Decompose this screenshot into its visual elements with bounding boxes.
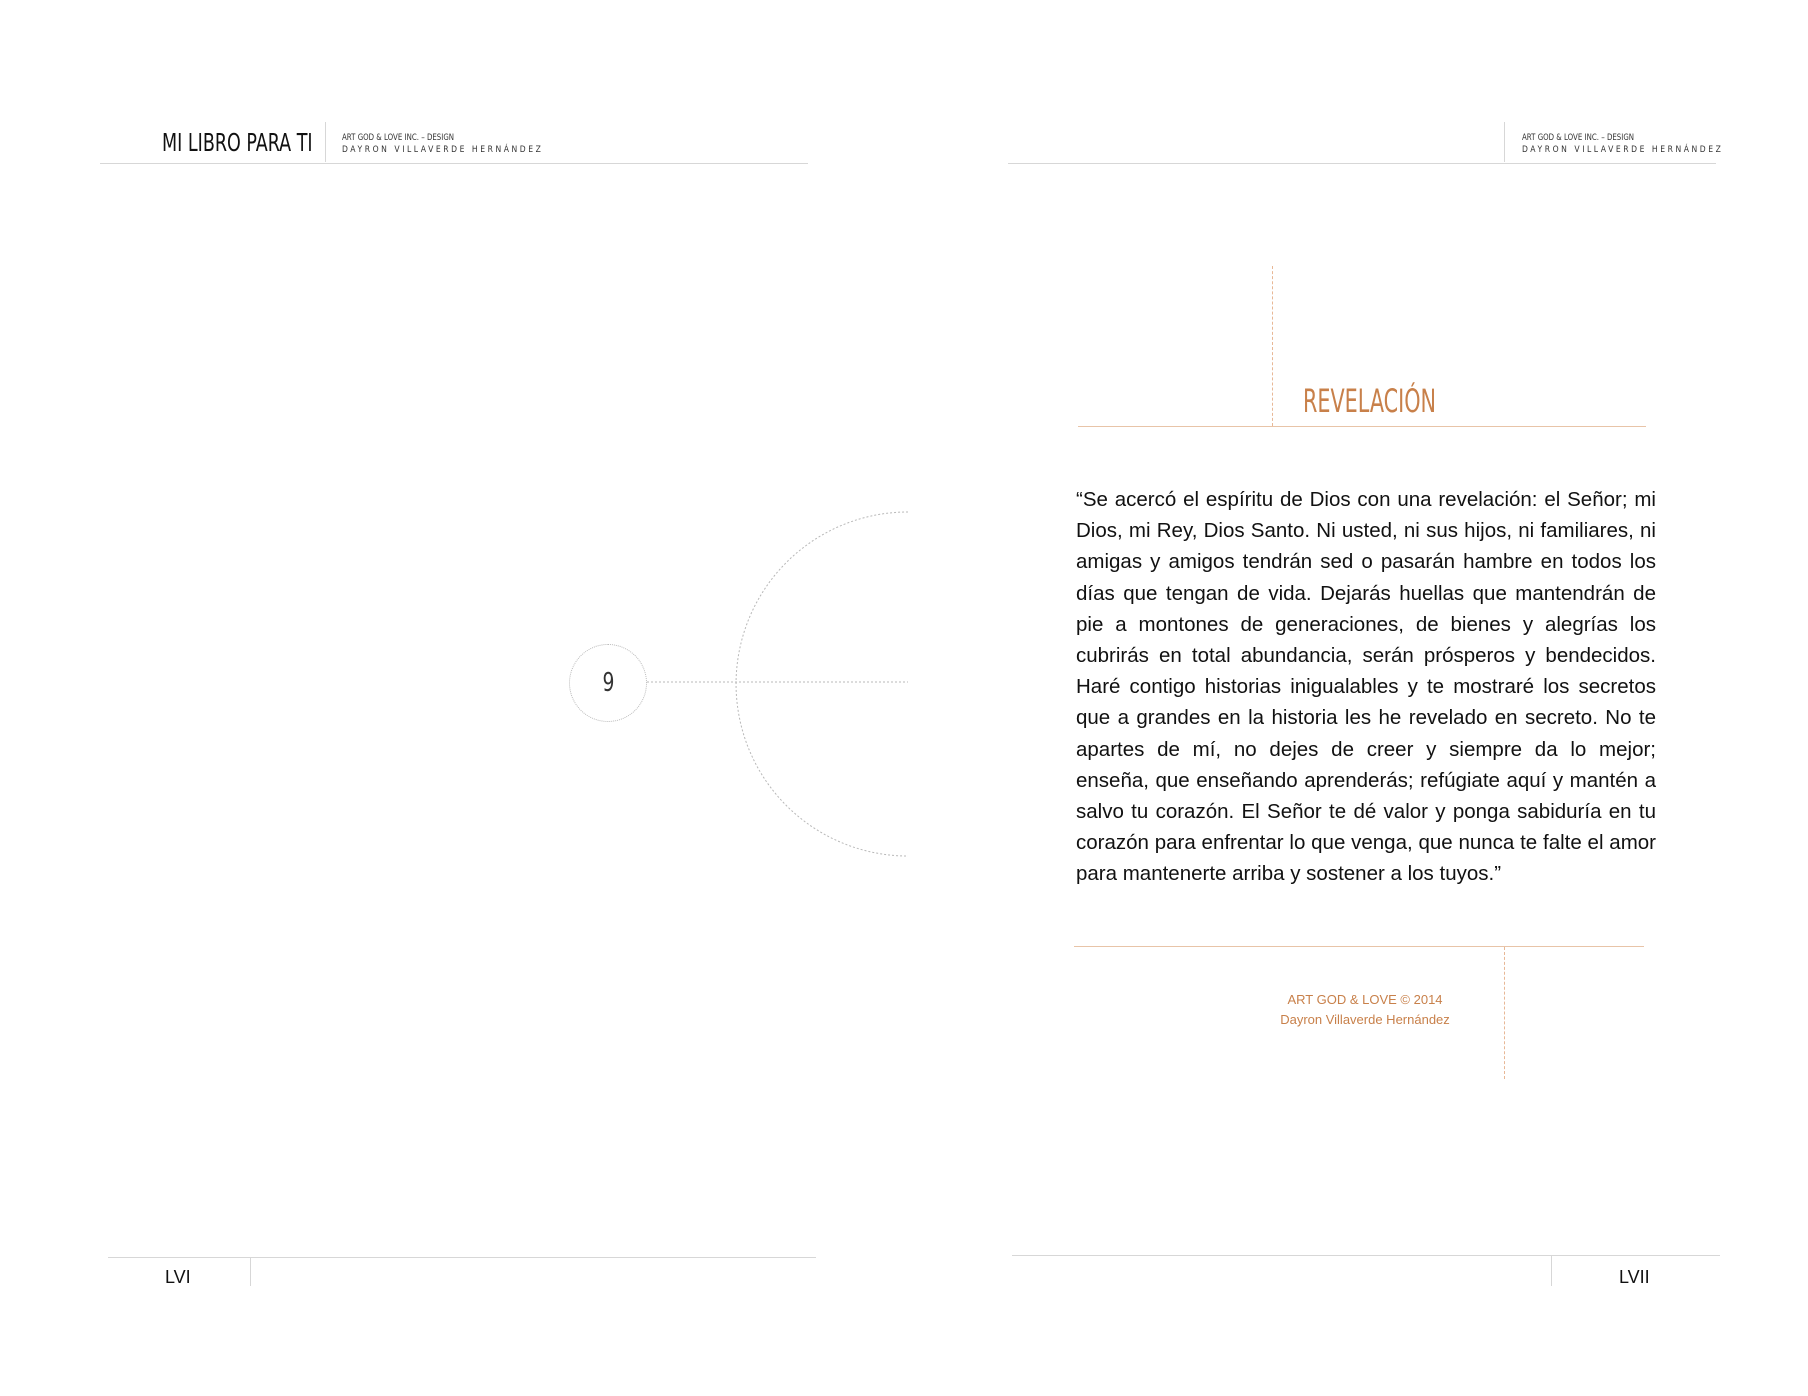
footer-divider-right [1551, 1256, 1552, 1286]
credit-block [1240, 990, 1490, 1030]
ornament-arc [736, 512, 908, 856]
credit-dashed-divider [1504, 947, 1505, 1079]
chapter-number-circle [569, 644, 647, 722]
title-dashed-divider [1272, 266, 1273, 426]
credit-line-1: ART GOD & LOVE © 2014 [1287, 992, 1443, 1007]
header-divider [325, 122, 326, 162]
header-credits-right [1522, 132, 1759, 156]
footer-rule [108, 1257, 816, 1258]
header-divider-right [1504, 122, 1505, 162]
credit-rule [1074, 946, 1644, 947]
header-company: ART GOD & LOVE INC. – DESIGN [342, 133, 455, 143]
header-company-right: ART GOD & LOVE INC. – DESIGN [1522, 133, 1635, 143]
header-credits [342, 132, 579, 156]
chapter-number: 9 [602, 668, 614, 698]
footer-divider [250, 1258, 251, 1286]
page-number-left: LVI [165, 1267, 191, 1287]
book-title: MI LIBRO PARA TI [162, 128, 313, 157]
header-author-right: DAYRON VILLAVERDE HERNÁNDEZ [1522, 145, 1724, 155]
page-number-right: LVII [1619, 1267, 1650, 1287]
footer-rule-right [1012, 1255, 1720, 1256]
credit-line-2: Dayron Villaverde Hernández [1280, 1012, 1450, 1027]
header-rule-right [1008, 163, 1716, 164]
chapter-ornament [645, 505, 910, 865]
header-author: DAYRON VILLAVERDE HERNÁNDEZ [342, 145, 544, 155]
chapter-title: REVELACIÓN [1303, 382, 1437, 420]
quote-text: “Se acercó el espíritu de Dios con una revelación: el Señor; mi Dios, mi Rey, Dios Santo. Ni usted, ni sus hijos, ni familiares, ni amigas y amigos tendrán sed o pasarán hambre en todos los días que tengan de vida. Dejarás huellas que mantendrán de pie a montones de generaciones, de bienes y alegrías los cubrirás en total abundancia, serán prósperos y bendecidos. Haré contigo historias inigualables y te mostraré los secretos que a grandes en la historia les he revelado en secreto. No te apartes de mí, no dejes de creer y siempre da lo mejor; enseña, que enseñando aprenderás; refúgiate aquí y mantén a salvo tu corazón. El Señor te dé valor y ponga sabiduría en tu corazón para enfrentar lo que venga, que nunca te falte el amor para mantenerte arriba y sostener a los tuyos.” [1076, 488, 1656, 886]
header-rule [100, 163, 808, 164]
title-rule [1078, 426, 1646, 427]
